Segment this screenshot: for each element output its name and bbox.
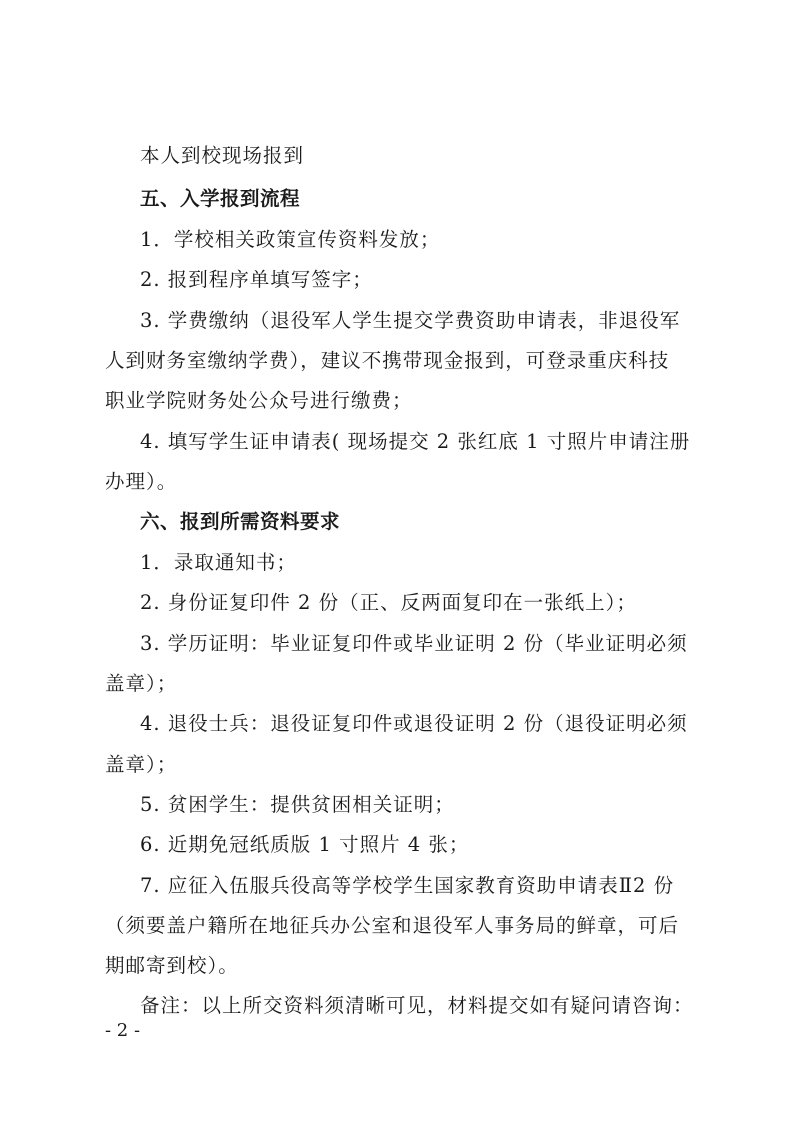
paragraph-line: 期邮寄到校）。 <box>105 954 239 977</box>
list-item: 3. 学费缴纳（退役军人学生提交学费资助申请表，非退役军 <box>140 309 681 332</box>
paragraph-line: 办理）。 <box>105 470 178 493</box>
paragraph-line: 人到财务室缴纳学费），建议不携带现金报到，可登录重庆科技 <box>105 349 670 372</box>
paragraph-line: （须要盖户籍所在地征兵办公室和退役军人事务局的鲜章，可后 <box>105 914 680 937</box>
paragraph-line: 职业学院财务处公众号进行缴费； <box>105 389 413 412</box>
list-item: 2. 身份证复印件 2 份（正、反两面复印在一张纸上）； <box>140 591 637 614</box>
section-heading-6: 六、报到所需资料要求 <box>140 510 341 533</box>
note-line: 备注：以上所交资料须清晰可见，材料提交如有疑问请咨询： <box>140 994 694 1017</box>
paragraph-line: 本人到校现场报到 <box>140 144 305 167</box>
section-heading-5: 五、入学报到流程 <box>140 187 301 210</box>
paragraph-line: 盖章）； <box>105 672 178 695</box>
list-item: 1．学校相关政策宣传资料发放； <box>140 228 441 251</box>
list-item: 3. 学历证明：毕业证复印件或毕业证明 2 份（毕业证明必须 <box>140 632 688 655</box>
list-item: 4. 退役士兵：退役证复印件或退役证明 2 份（退役证明必须 <box>140 712 688 735</box>
list-item: 6. 近期免冠纸质版 1 寸照片 4 张； <box>140 833 470 856</box>
list-item: 2. 报到程序单填写签字； <box>140 268 373 291</box>
paragraph-line: 盖章）； <box>105 753 178 776</box>
list-item: 7. 应征入伍服兵役高等学校学生国家教育资助申请表Ⅱ2 份 <box>140 874 675 897</box>
list-item: 1．录取通知书； <box>140 551 297 574</box>
list-item: 5. 贫困学生：提供贫困相关证明； <box>140 793 455 816</box>
page-number: - 2 - <box>105 1020 141 1041</box>
list-item: 4. 填写学生证申请表( 现场提交 2 张红底 1 寸照片申请注册 <box>140 430 691 453</box>
